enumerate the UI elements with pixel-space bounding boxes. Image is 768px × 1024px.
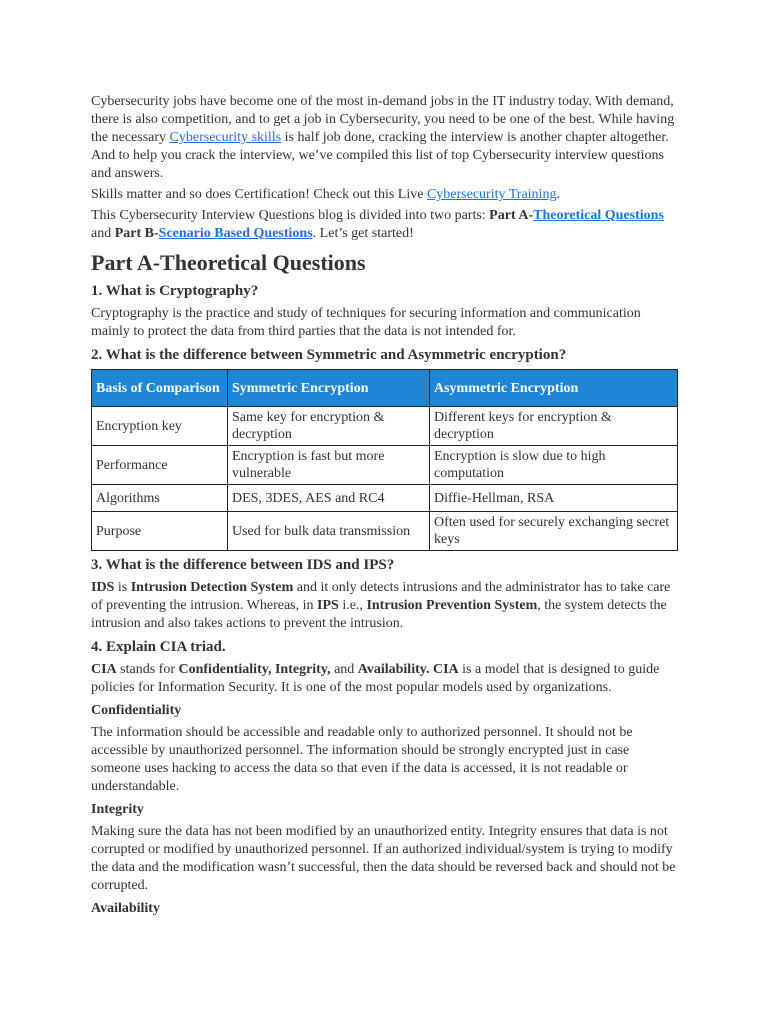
confidentiality-heading: Confidentiality <box>91 703 182 718</box>
integrity-heading: Integrity <box>91 802 144 817</box>
table-row <box>92 446 678 485</box>
intro-text-end: is half job done, cracking the interview is another chapter altogether. And to help you crack the interview, we’ve compiled this list of top Cybersecurity interview questions and answers. <box>91 130 669 181</box>
cia-term: CIA <box>432 662 459 677</box>
cybersecurity-skills-link[interactable]: Cybersecurity skills <box>169 130 282 145</box>
q4-text: and <box>330 662 358 677</box>
table-cell: Same key for encryption & decryption <box>228 407 430 446</box>
table-cell: Often used for securely exchanging secret keys <box>430 512 678 551</box>
table-header-cell: Symmetric Encryption <box>228 370 430 407</box>
cia-terms: Confidentiality, Integrity, <box>178 662 331 677</box>
q3-text: and it only detects intrusions and the administrator has to take care of preventing the intrusion. Whereas, in <box>91 580 671 613</box>
table-cell: Purpose <box>92 512 228 551</box>
ids-term: IDS <box>91 580 115 595</box>
table-cell: Encryption is slow due to high computation <box>430 446 678 485</box>
certification-paragraph <box>91 186 681 204</box>
availability-heading: Availability <box>91 901 160 916</box>
intro-text: Cybersecurity jobs have become one of the most in-demand jobs in the IT industry today. With demand, there is also competition, and to get a job in Cybersecurity, you need to be one of the best. While having the necessary <box>91 94 675 145</box>
confidentiality-text: The information should be accessible and readable only to authorized personnel. It should not be accessible by unauthorized personnel. The information should be strongly encrypted just in case someone uses hacking to access the data so that even if the data is accessed, it is not readable or understandable. <box>91 725 633 794</box>
q3-text: , the system detects the intrusion and also takes actions to prevent the intrusion. <box>91 598 667 631</box>
table-header-row <box>92 370 678 407</box>
encryption-comparison-table <box>91 369 678 551</box>
q3-text: i.e., <box>338 598 367 613</box>
cybersecurity-training-link[interactable]: Cybersecurity Training <box>426 187 557 202</box>
part-b-label: Part B- <box>114 226 159 241</box>
article-body <box>91 93 681 922</box>
and-text: and <box>91 226 115 241</box>
intro-paragraph <box>91 93 681 183</box>
blog-parts-paragraph <box>91 207 681 243</box>
q4-text: stands for <box>116 662 179 677</box>
table-row <box>92 407 678 446</box>
table-cell: Encryption is fast but more vulnerable <box>228 446 430 485</box>
q1-heading: 1. What is Cryptography? <box>91 283 259 299</box>
table-row <box>92 512 678 551</box>
table-cell: Performance <box>92 446 228 485</box>
blog-parts-text: This Cybersecurity Interview Questions blog is divided into two parts: <box>91 208 490 223</box>
ips-full-term: Intrusion Prevention System <box>366 598 538 613</box>
table-header-cell: Asymmetric Encryption <box>430 370 678 407</box>
lets-get-started-text: . Let’s get started! <box>312 226 414 241</box>
q2-heading: 2. What is the difference between Symmetric and Asymmetric encryption? <box>91 347 567 363</box>
part-a-label: Part A- <box>489 208 534 223</box>
ids-full-term: Intrusion Detection System <box>130 580 294 595</box>
theoretical-questions-link[interactable]: Theoretical Questions <box>533 208 664 223</box>
scenario-questions-link[interactable]: Scenario Based Questions <box>158 226 313 241</box>
cia-term: CIA <box>91 662 117 677</box>
q4-heading: 4. Explain CIA triad. <box>91 639 226 655</box>
q3-text: is <box>114 580 131 595</box>
q1-answer: Cryptography is the practice and study of techniques for securing information and communication mainly to protect the data from third parties that the data is not intended for. <box>91 306 641 339</box>
q4-text: is a model that is designed to guide policies for Information Security. It is one of the most popular models used by organizations. <box>91 662 660 695</box>
ips-term: IPS <box>317 598 339 613</box>
table-cell: Used for bulk data transmission <box>228 512 430 551</box>
table-cell: Algorithms <box>92 485 228 512</box>
table-cell: Different keys for encryption & decryption <box>430 407 678 446</box>
q3-answer <box>91 579 681 633</box>
table-cell: Diffie-Hellman, RSA <box>430 485 678 512</box>
certification-text: Skills matter and so does Certification! Check out this Live <box>91 187 427 202</box>
table-cell: DES, 3DES, AES and RC4 <box>228 485 430 512</box>
q4-answer <box>91 661 681 697</box>
table-row <box>92 485 678 512</box>
part-a-heading: Part A-Theoretical Questions <box>91 250 366 275</box>
availability-term: Availability. <box>357 662 430 677</box>
q3-heading: 3. What is the difference between IDS and IPS? <box>91 557 395 573</box>
table-header-cell: Basis of Comparison <box>92 370 228 407</box>
integrity-text: Making sure the data has not been modified by an unauthorized entity. Integrity ensures that data is not corrupted or modified by unauthorized personnel. If an authorized individual/system is trying to modify the data and the modification wasn’t successful, then the data should be reversed back and should not be corrupted. <box>91 824 676 893</box>
table-cell: Encryption key <box>92 407 228 446</box>
certification-period: . <box>556 187 560 202</box>
